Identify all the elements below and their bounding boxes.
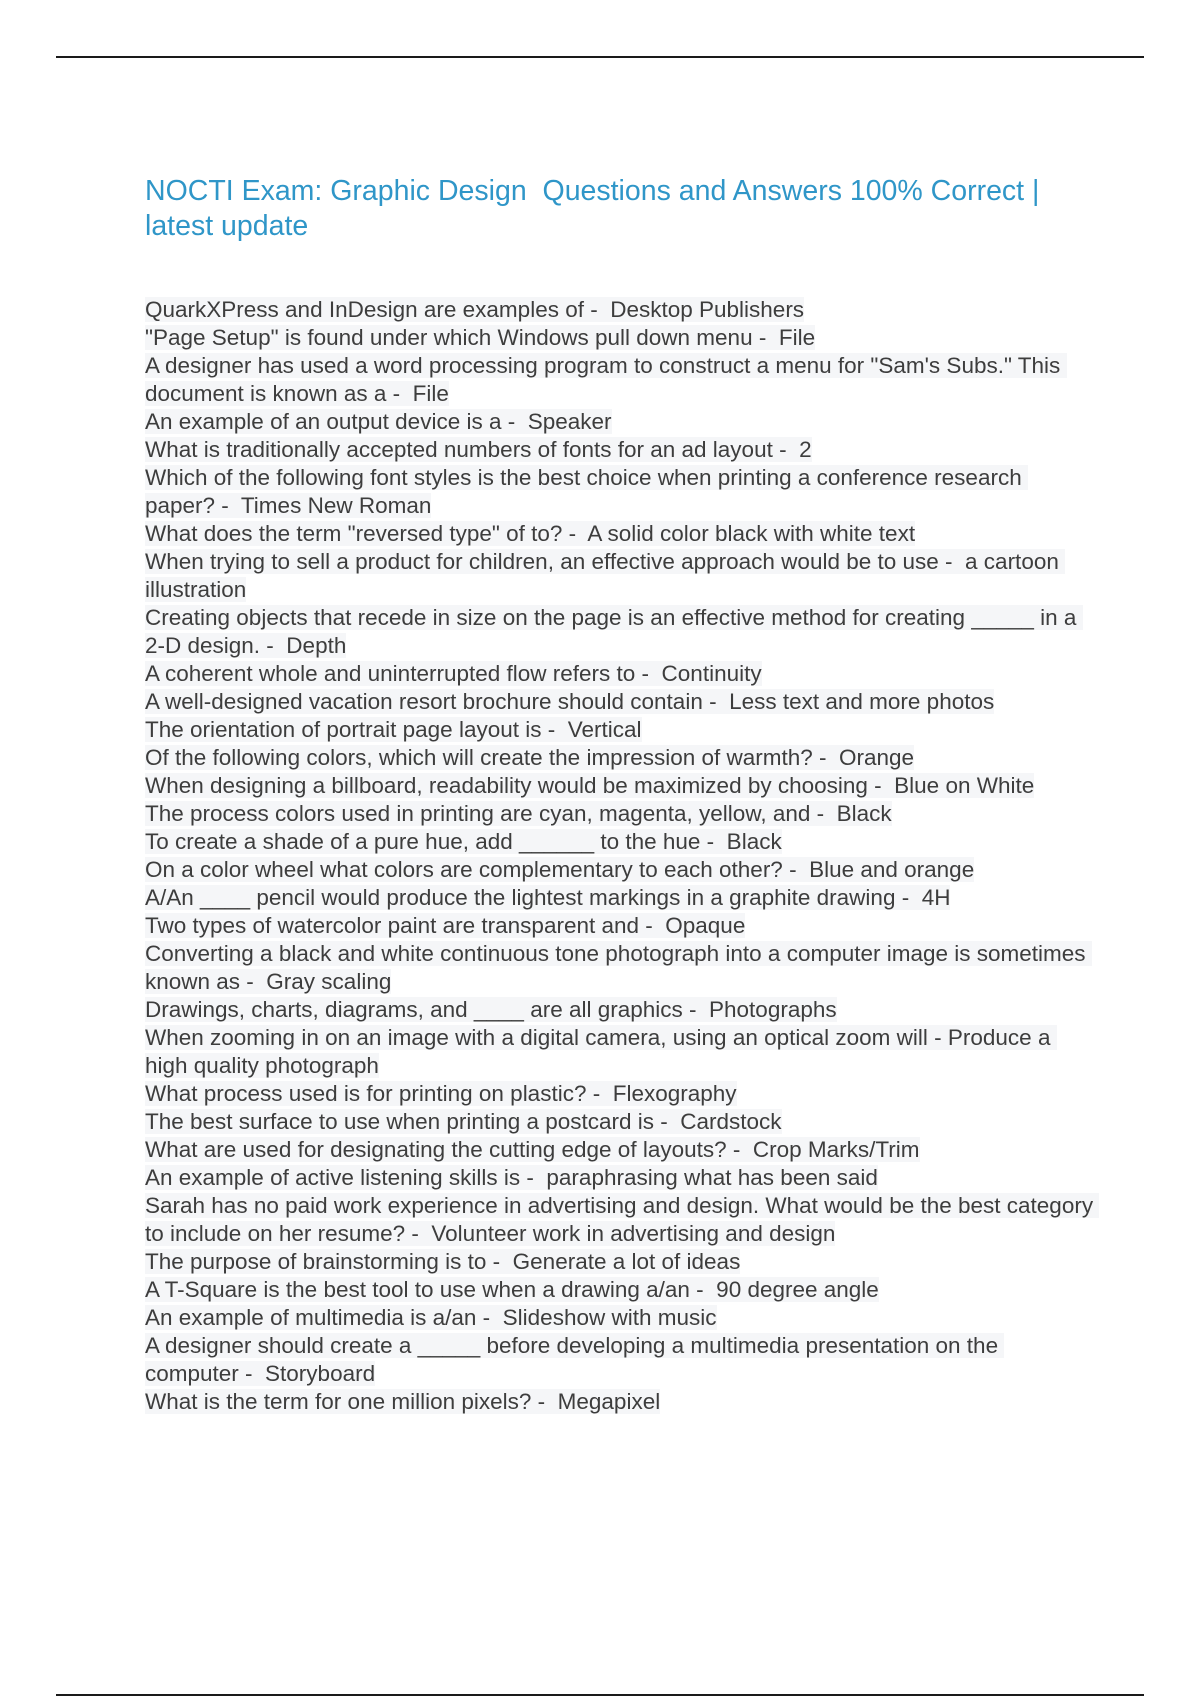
qa-item-text: The orientation of portrait page layout is - Vertical [145, 717, 642, 742]
qa-item-text: To create a shade of a pure hue, add ______ to the hue - Black [145, 829, 782, 854]
qa-item [145, 1136, 1095, 1164]
qa-item [145, 940, 1095, 996]
qa-item-text: A designer has used a word processing program to construct a menu for "Sam's Subs." This document is known as a - File [145, 353, 1067, 406]
qa-item-text: A well-designed vacation resort brochure should contain - Less text and more photos [145, 689, 995, 714]
qa-item-text: A coherent whole and uninterrupted flow refers to - Continuity [145, 661, 762, 686]
qa-item-text: Of the following colors, which will create the impression of warmth? - Orange [145, 745, 915, 770]
qa-item-text: A T-Square is the best tool to use when a drawing a/an - 90 degree angle [145, 1277, 879, 1302]
qa-item [145, 1332, 1095, 1388]
qa-list [145, 296, 1100, 1416]
qa-item [145, 1304, 1095, 1332]
qa-item-text: What are used for designating the cutting edge of layouts? - Crop Marks/Trim [145, 1137, 920, 1162]
qa-item-text: Drawings, charts, diagrams, and ____ are all graphics - Photographs [145, 997, 837, 1022]
qa-item [145, 464, 1095, 520]
qa-item [145, 352, 1095, 408]
qa-item-text: What is the term for one million pixels? - Megapixel [145, 1389, 661, 1414]
qa-item [145, 1192, 1100, 1248]
qa-item-text: When trying to sell a product for children, an effective approach would be to use - a cartoon illustration [145, 549, 1066, 602]
qa-item-text: Sarah has no paid work experience in advertising and design. What would be the best category to include on her resume? - Volunteer work in advertising and design [145, 1193, 1100, 1246]
qa-item [145, 604, 1095, 660]
qa-item-text: The purpose of brainstorming is to - Generate a lot of ideas [145, 1249, 741, 1274]
document-title: NOCTI Exam: Graphic Design Questions and Answers 100% Correct | latest update [145, 175, 1048, 242]
qa-item-text: Two types of watercolor paint are transparent and - Opaque [145, 913, 746, 938]
qa-item-text: What is traditionally accepted numbers of fonts for an ad layout - 2 [145, 437, 812, 462]
qa-item-text: The process colors used in printing are cyan, magenta, yellow, and - Black [145, 801, 892, 826]
qa-item-text: What process used is for printing on plastic? - Flexography [145, 1081, 737, 1106]
qa-item [145, 800, 1095, 828]
qa-item-text: "Page Setup" is found under which Windows pull down menu - File [145, 325, 816, 350]
qa-item-text: Creating objects that recede in size on the page is an effective method for creating _____ in a 2-D design. - Depth [145, 605, 1083, 658]
qa-item-text: When zooming in on an image with a digital camera, using an optical zoom will - Produce a high quality photograph [145, 1025, 1057, 1078]
qa-item-text: What does the term "reversed type" of to? - A solid color black with white text [145, 521, 916, 546]
qa-item [145, 1388, 1095, 1416]
qa-item-text: An example of active listening skills is - paraphrasing what has been said [145, 1165, 878, 1190]
qa-item-text: An example of an output device is a - Speaker [145, 409, 612, 434]
qa-item-text: A/An ____ pencil would produce the lightest markings in a graphite drawing - 4H [145, 885, 951, 910]
qa-item [145, 828, 1095, 856]
qa-item [145, 296, 1095, 324]
qa-item-text: QuarkXPress and InDesign are examples of - Desktop Publishers [145, 297, 805, 322]
qa-item-text: Which of the following font styles is the best choice when printing a conference research paper? - Times New Roman [145, 465, 1028, 518]
qa-item [145, 716, 1095, 744]
qa-item-text: An example of multimedia is a/an - Slideshow with music [145, 1305, 717, 1330]
qa-item [145, 324, 1095, 352]
qa-item [145, 1024, 1095, 1080]
qa-item [145, 912, 1095, 940]
header-rule [56, 56, 1144, 58]
qa-item-text: The best surface to use when printing a postcard is - Cardstock [145, 1109, 782, 1134]
qa-item [145, 1080, 1095, 1108]
qa-item [145, 1164, 1095, 1192]
qa-item [145, 996, 1095, 1024]
qa-item-text: A designer should create a _____ before developing a multimedia presentation on the computer - Storyboard [145, 1333, 1005, 1386]
qa-item [145, 744, 1095, 772]
qa-item [145, 660, 1095, 688]
qa-item [145, 548, 1095, 604]
qa-item [145, 1108, 1095, 1136]
qa-item-text: When designing a billboard, readability would be maximized by choosing - Blue on White [145, 773, 1035, 798]
footer-rule [56, 1694, 1144, 1696]
qa-item-text: Converting a black and white continuous tone photograph into a computer image is sometimes known as - Gray scaling [145, 941, 1092, 994]
qa-item [145, 436, 1095, 464]
qa-item [145, 1276, 1095, 1304]
qa-item [145, 688, 1095, 716]
qa-item [145, 520, 1095, 548]
qa-item-text: On a color wheel what colors are complementary to each other? - Blue and orange [145, 857, 975, 882]
qa-item [145, 772, 1095, 800]
qa-item [145, 856, 1095, 884]
qa-item [145, 1248, 1095, 1276]
qa-item [145, 408, 1095, 436]
qa-item [145, 884, 1095, 912]
